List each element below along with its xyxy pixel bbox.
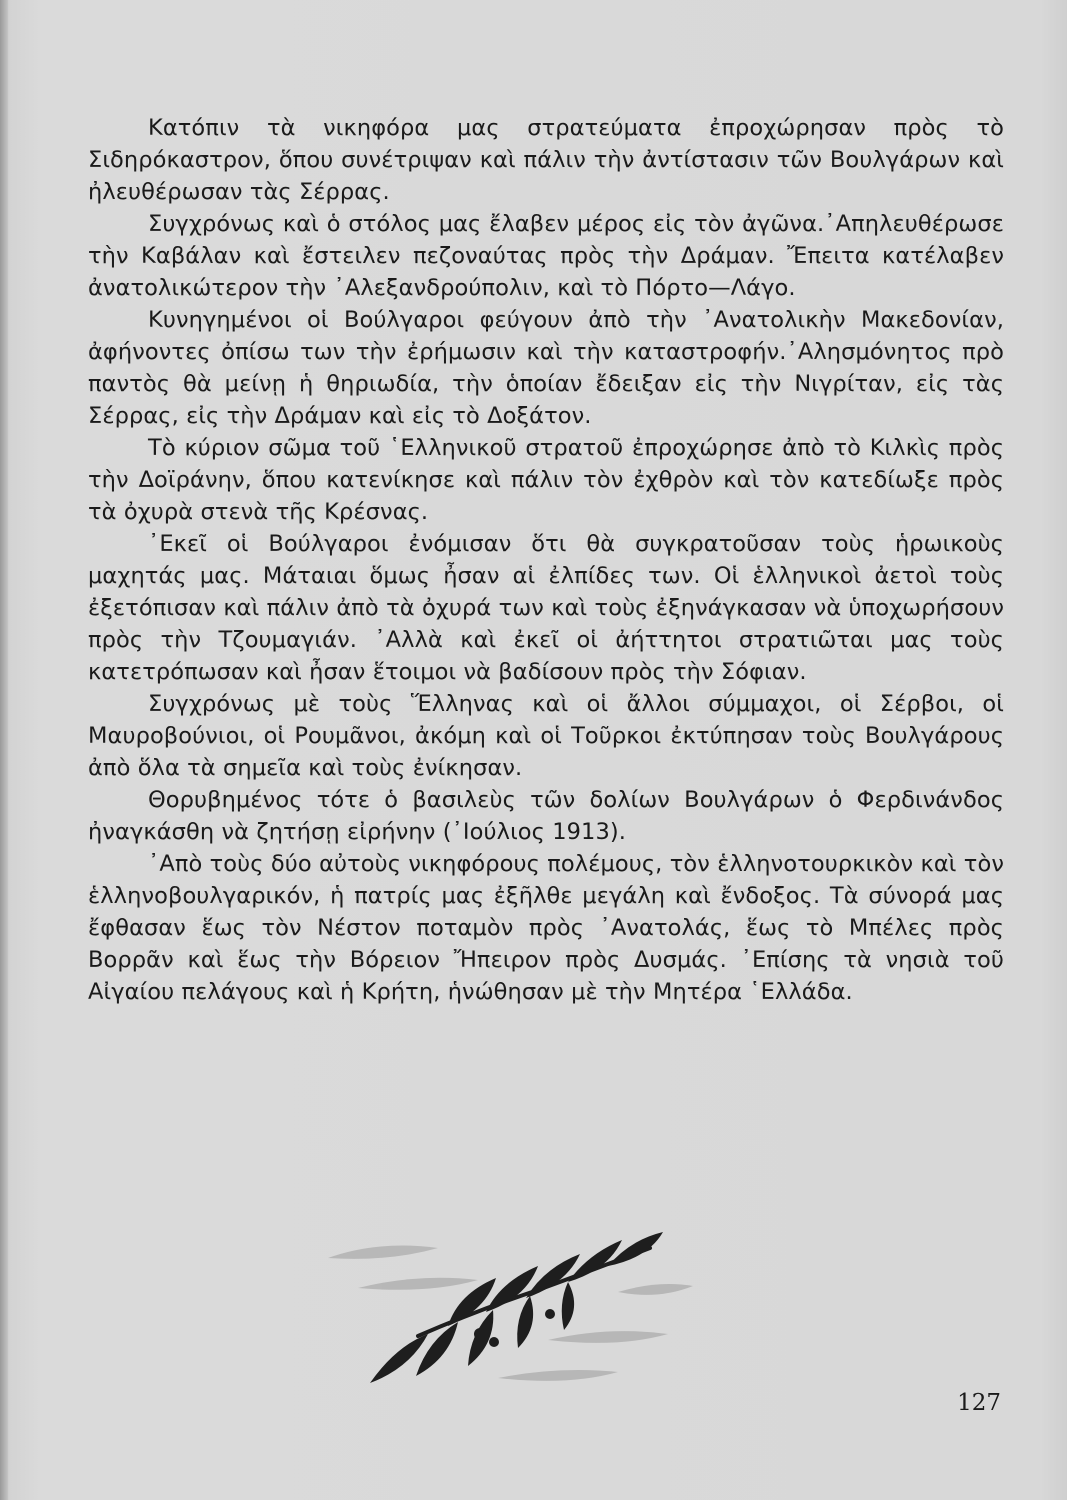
paragraph-3: Κυνηγημένοι οἱ Βούλγαροι φεύγουν ἀπὸ τὴν ᾿Ανατολικὴν Μακεδονίαν, ἀφήνοντες ὀπίσω των τὴν ἐρήμωσιν καὶ τὴν καταστροφήν.᾿Αλησμόνητος πρὸ παντὸς θὰ μείνῃ ἡ θηριωδία, τὴν ὁποίαν ἔδειξαν εἰς τὴν Νιγρίταν, εἰς τὰς Σέρρας, εἰς τὴν Δράμαν καὶ εἰς τὸ Δοξάτον. — [88, 307, 1004, 429]
paragraph-8: ᾿Απὸ τοὺς δύο αὐτοὺς νικηφόρους πολέμους, τὸν ἑλληνοτουρκικὸν καὶ τὸν ἑλληνοβουλγαρικόν, ἡ πατρίς μας ἐξῆλθε μεγάλη καὶ ἔνδοξος. Τὰ σύνορά μας ἔφθασαν ἕως τὸν Νέστον ποταμὸν πρὸς ᾿Ανατολάς, ἕως τὸ Μπέλες πρὸς Βορρᾶν καὶ ἕως τὴν Βόρειον Ἤπειρον πρὸς Δυσμάς. ᾿Επίσης τὰ νησιὰ τοῦ Αἰγαίου πελάγους καὶ ἡ Κρήτη, ἡνώθησαν μὲ τὴν Μητέρα ῾Ελλάδα. — [88, 851, 1004, 1005]
page-binding-edge — [0, 0, 8, 1500]
paragraph-2: Συγχρόνως καὶ ὁ στόλος μας ἔλαβεν μέρος εἰς τὸν ἀγῶνα.᾿Απηλευθέρωσε τὴν Καβάλαν καὶ ἔστειλεν πεζοναύτας πρὸς τὴν Δράμαν. Ἔπειτα κατέλαβεν ἀνατολικώτερον τὴν ᾿Αλεξανδρούπολιν, καὶ τὸ Πόρτο—Λάγο. — [88, 211, 1004, 301]
paragraph-4: Τὸ κύριον σῶμα τοῦ ῾Ελληνικοῦ στρατοῦ ἐπροχώρησε ἀπὸ τὸ Κιλκὶς πρὸς τὴν Δοϊράνην, ὅπου κατενίκησε καὶ πάλιν τὸν ἐχθρὸν καὶ τὸν κατεδίωξε πρὸς τὰ ὀχυρὰ στενὰ τῆς Κρέσνας. — [88, 435, 1004, 525]
laurel-branch-icon — [318, 1218, 698, 1388]
paragraph-5: ᾿Εκεῖ οἱ Βούλγαροι ἐνόμισαν ὅτι θὰ συγκρατοῦσαν τοὺς ἡρωικοὺς μαχητάς μας. Μάταιαι ὅμως ἦσαν αἱ ἐλπίδες των. Οἱ ἑλληνικοὶ ἀετοὶ τοὺς ἐξετόπισαν καὶ πάλιν ἀπὸ τὰ ὀχυρά των καὶ τοὺς ἐξηνάγκασαν νὰ ὑποχωρήσουν πρὸς τὴν Τζουμαγιάν. ᾿Αλλὰ καὶ ἐκεῖ οἱ ἀήττητοι στρατιῶται μας τοὺς κατετρόπωσαν καὶ ἦσαν ἕτοιμοι νὰ βαδίσουν πρὸς τὴν Σόφιαν. — [88, 531, 1004, 685]
paragraph-6: Συγχρόνως μὲ τοὺς Ἕλληνας καὶ οἱ ἄλλοι σύμμαχοι, οἱ Σέρβοι, οἱ Μαυροβούνιοι, οἱ Ρουμᾶνοι, ἀκόμη καὶ οἱ Τοῦρκοι ἐκτύπησαν τοὺς Βουλγάρους ἀπὸ ὅλα τὰ σημεῖα καὶ τοὺς ἐνίκησαν. — [88, 691, 1004, 781]
paragraph-7: Θορυβημένος τότε ὁ βασιλεὺς τῶν δολίων Βουλγάρων ὁ Φερδινάνδος ἠναγκάσθη νὰ ζητήσῃ εἰρήνην (᾿Ιούλιος 1913). — [88, 787, 1004, 845]
paragraph-1: Κατόπιν τὰ νικηφόρα μας στρατεύματα ἐπροχώρησαν πρὸς τὸ Σιδηρόκαστρον, ὅπου συνέτριψαν καὶ πάλιν τὴν ἀντίστασιν τῶν Βουλγάρων καὶ ἠλευθέρωσαν τὰς Σέρρας. — [88, 115, 1004, 205]
page-number: 127 — [957, 1390, 1001, 1416]
body-text — [88, 112, 1004, 1008]
